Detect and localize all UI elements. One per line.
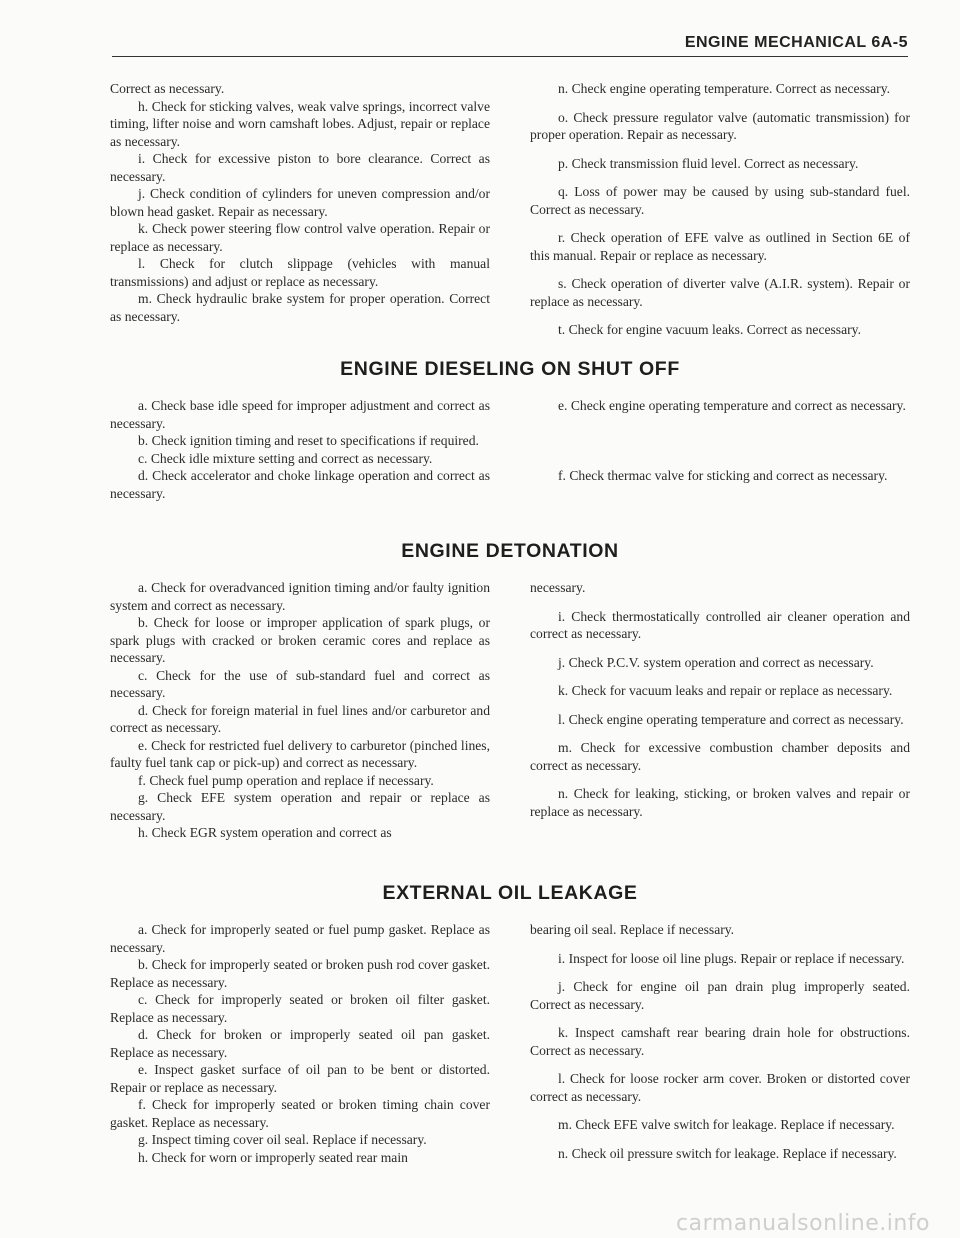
paragraph: m. Check hydraulic brake system for proper operation. Correct as necessary. — [110, 291, 490, 324]
paragraph: h. Check for sticking valves, weak valve springs, incorrect valve timing, lifter noise and worn camshaft lobes. Adjust, repair or replace as necessary. — [110, 98, 490, 149]
section-power-loss-continued — [110, 80, 910, 350]
page-header — [112, 30, 908, 57]
paragraph: k. Check power steering flow control valve operation. Repair or replace as necessary. — [110, 221, 490, 254]
left-column — [110, 397, 490, 502]
paragraph: m. Check EFE valve switch for leakage. Replace if necessary. — [558, 1117, 895, 1132]
paragraph: i. Check for excessive piston to bore clearance. Correct as necessary. — [110, 151, 490, 184]
paragraph: necessary. — [530, 580, 586, 595]
paragraph: l. Check for clutch slippage (vehicles with manual transmissions) and adjust or replace as necessary. — [110, 256, 490, 289]
paragraph: j. Check P.C.V. system operation and correct as necessary. — [558, 654, 874, 670]
paragraph: o. Check pressure regulator valve (automatic transmission) for proper operation. Repair as necessary. — [530, 109, 910, 142]
paragraph: k. Inspect camshaft rear bearing drain hole for obstructions. Correct as necessary. — [530, 1025, 910, 1058]
section-external-oil-leakage — [110, 882, 910, 1173]
paragraph: i. Inspect for loose oil line plugs. Repair or replace if necessary. — [558, 950, 905, 966]
paragraph: e. Inspect gasket surface of oil pan to be bent or distorted. Repair or replace as necessary. — [110, 1062, 490, 1095]
paragraph: f. Check thermac valve for sticking and correct as necessary. — [558, 467, 888, 483]
watermark: carmanualsonline.info — [676, 1211, 930, 1236]
paragraph: b. Check ignition timing and reset to specifications if required. — [138, 433, 479, 448]
left-column — [110, 80, 490, 350]
paragraph: a. Check for improperly seated or fuel pump gasket. Replace as necessary. — [110, 922, 490, 955]
right-column — [530, 80, 910, 350]
paragraph: g. Inspect timing cover oil seal. Replace if necessary. — [138, 1132, 427, 1147]
paragraph: a. Check for overadvanced ignition timing and/or faulty ignition system and correct as necessary. — [110, 580, 490, 613]
paragraph: d. Check for broken or improperly seated oil pan gasket. Replace as necessary. — [110, 1027, 490, 1060]
section-heading: EXTERNAL OIL LEAKAGE — [382, 882, 638, 904]
paragraph: b. Check for improperly seated or broken push rod cover gasket. Replace as necessary. — [110, 957, 490, 990]
left-column — [110, 921, 490, 1173]
paragraph: k. Check for vacuum leaks and repair or replace as necessary. — [558, 683, 893, 698]
paragraph: e. Check engine operating temperature and correct as necessary. — [558, 398, 906, 413]
section-heading: ENGINE DIESELING ON SHUT OFF — [340, 358, 680, 380]
paragraph: n. Check for leaking, sticking, or broken valves and repair or replace as necessary. — [530, 786, 910, 819]
paragraph: d. Check for foreign material in fuel lines and/or carburetor and correct as necessary. — [110, 702, 490, 735]
paragraph: e. Check for restricted fuel delivery to carburetor (pinched lines, faulty fuel tank cap or pick-up) and correct as necessary. — [110, 737, 490, 770]
paragraph: c. Check idle mixture setting and correct as necessary. — [138, 450, 433, 466]
section-heading: ENGINE DETONATION — [401, 540, 619, 562]
paragraph: j. Check condition of cylinders for uneven compression and/or blown head gasket. Repair as necessary. — [110, 186, 490, 219]
paragraph: p. Check transmission fluid level. Correct as necessary. — [558, 155, 859, 171]
paragraph: h. Check EGR system operation and correct as — [138, 825, 392, 840]
paragraph: n. Check engine operating temperature. Correct as necessary. — [558, 81, 891, 96]
right-column — [530, 579, 910, 842]
right-column — [530, 921, 910, 1173]
paragraph: h. Check for worn or improperly seated rear main — [138, 1149, 408, 1165]
paragraph: n. Check oil pressure switch for leakage. Replace if necessary. — [558, 1145, 897, 1161]
paragraph: l. Check for loose rocker arm cover. Broken or distorted cover correct as necessary. — [530, 1071, 910, 1104]
paragraph: j. Check for engine oil pan drain plug improperly seated. Correct as necessary. — [530, 979, 910, 1012]
paragraph: a. Check base idle speed for improper adjustment and correct as necessary. — [110, 398, 490, 431]
section-dieseling — [110, 358, 910, 502]
paragraph: f. Check fuel pump operation and replace if necessary. — [138, 772, 434, 788]
paragraph: q. Loss of power may be caused by using sub-standard fuel. Correct as necessary. — [530, 184, 910, 217]
paragraph: r. Check operation of EFE valve as outlined in Section 6E of this manual. Repair or replace as necessary. — [530, 230, 910, 263]
section-detonation — [110, 540, 910, 842]
paragraph: g. Check EFE system operation and repair or replace as necessary. — [110, 790, 490, 823]
paragraph: b. Check for loose or improper application of spark plugs, or spark plugs with cracked or broken ceramic cores and replace as necessary. — [110, 615, 490, 665]
paragraph: bearing oil seal. Replace if necessary. — [530, 922, 735, 937]
left-column — [110, 579, 490, 842]
paragraph: s. Check operation of diverter valve (A.I.R. system). Repair or replace as necessary. — [530, 276, 910, 309]
paragraph: f. Check for improperly seated or broken timing chain cover gasket. Replace as necessary. — [110, 1097, 490, 1130]
paragraph: d. Check accelerator and choke linkage operation and correct as necessary. — [110, 468, 490, 501]
right-column — [530, 397, 910, 502]
page-title: ENGINE MECHANICAL 6A-5 — [684, 34, 908, 51]
paragraph: Correct as necessary. — [110, 81, 225, 96]
paragraph: c. Check for improperly seated or broken oil filter gasket. Replace as necessary. — [110, 992, 490, 1025]
paragraph: l. Check engine operating temperature and correct as necessary. — [558, 711, 904, 727]
paragraph: m. Check for excessive combustion chamber deposits and correct as necessary. — [530, 740, 910, 773]
paragraph: t. Check for engine vacuum leaks. Correct as necessary. — [558, 322, 861, 337]
paragraph: c. Check for the use of sub-standard fuel and correct as necessary. — [110, 667, 490, 700]
paragraph: i. Check thermostatically controlled air cleaner operation and correct as necessary. — [530, 608, 910, 641]
